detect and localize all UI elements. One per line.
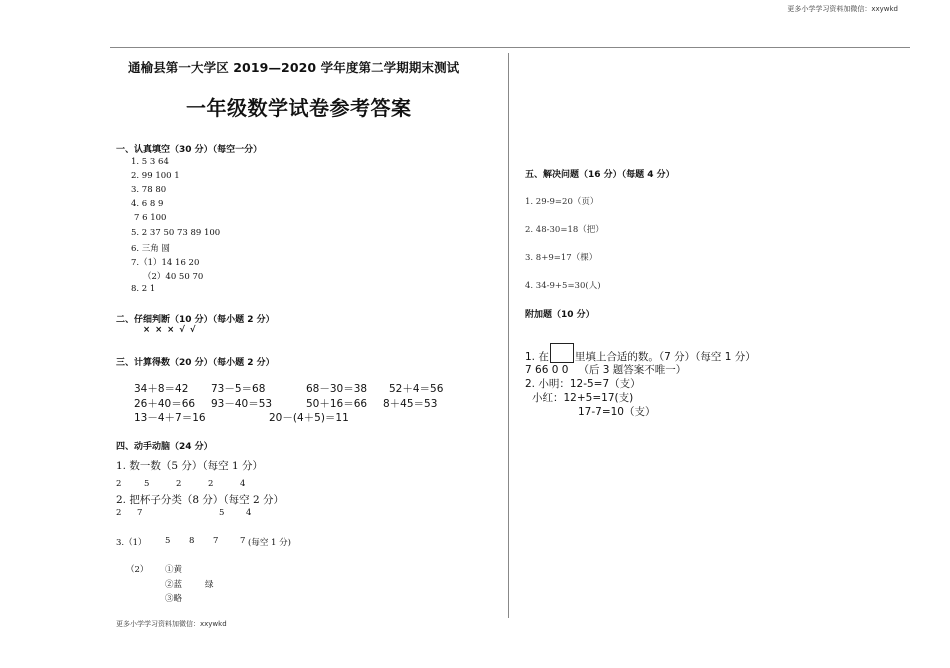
s1-line-6: 5. 2 37 50 73 89 100 [131,228,221,238]
calc-5: 26＋40＝66 [134,398,196,410]
q3-answer-3: 7 [213,536,219,546]
q1-answer-3: 2 [176,479,182,489]
s5-answer-2: 2. 48-30=18（把） [525,225,604,235]
extra-q1-answers: 7 66 0 0 [525,364,569,376]
q3-answer-1: 5 [165,536,171,546]
calc-4: 52＋4＝56 [389,383,444,395]
q1-answer-5: 4 [240,479,246,489]
s1-line-4: 4. 6 8 9 [131,199,164,209]
q1-answer-4: 2 [208,479,214,489]
calc-9: 13－4＋7＝16 [134,412,206,424]
q2-title: 2. 把杯子分类（8 分）（每空 2 分） [116,494,284,506]
section4-heading: 四、动手动脑（24 分） [116,442,213,452]
s1-line-2: 2. 99 100 1 [131,171,180,181]
q1-title: 1. 数一数（5 分）（每空 1 分） [116,460,263,472]
extra-q2-line1: 2. 小明：12-5=7（支） [525,378,641,390]
exam-title: 通榆县第一大学区 2019—2020 学年度第二学期期末测试 [128,60,460,75]
q3-2-label: （2） [126,565,149,575]
q3-2-item-2: ②蓝 [165,580,183,590]
q3-answer-4: 7 [240,536,246,546]
s5-answer-3: 3. 8+9=17（棵） [525,253,598,263]
s1-line-7: 6. 三角 圆 [131,244,171,254]
extra-q1-suffix: 里填上合适的数。（7 分）（每空 1 分） [574,351,756,363]
extra-q2-line2: 小红：12+5=17(支) [532,392,634,404]
extra-q1-prefix: 1. 在 [525,351,549,363]
section5-heading: 五、解决问题（16 分）（每题 4 分） [525,170,675,180]
calc-6: 93－40＝53 [211,398,273,410]
header-note: 更多小学学习资料加微信：xxywkd [787,5,898,13]
answer-key-title: 一年级数学试卷参考答案 [186,96,412,120]
q2-answer-3: 5 [219,508,225,518]
q3-2-item-3: 绿 [205,580,214,590]
section2-heading: 二、仔细判断（10 分）（每小题 2 分） [116,315,275,325]
s5-answer-4: 4. 34-9+5=30(人) [525,281,601,291]
q3-answer-2: 8 [189,536,195,546]
q2-answer-2: 7 [137,508,143,518]
q3-note: (每空 1 分) [248,538,291,548]
footer-note: 更多小学学习资料加微信：xxywkd [116,620,227,628]
s1-line-8: 7.（1）14 16 20 [131,258,200,268]
extra-q1 [525,343,756,364]
answer-box-shape [550,343,574,363]
s1-line-10: 8. 2 1 [131,284,156,294]
calc-8: 8＋45＝53 [383,398,438,410]
s5-answer-1: 1. 29-9=20（页） [525,197,599,207]
q3-label: 3.（1） [116,538,147,548]
s1-line-9: （2）40 50 70 [143,272,204,282]
s1-line-1: 1. 5 3 64 [131,157,169,167]
calc-7: 50＋16＝66 [306,398,368,410]
calc-3: 68－30＝38 [306,383,368,395]
extra-q1-note: （后 3 题答案不唯一） [578,364,687,376]
extra-q1-answers-line [525,362,686,377]
q1-answer-1: 2 [116,479,122,489]
judgement-marks: × × × √ √ [143,325,197,335]
q3-2-item-1: ①黄 [165,565,183,575]
s1-line-5: 7 6 100 [134,213,167,223]
q1-answer-2: 5 [144,479,150,489]
calc-10: 20－(4＋5)＝11 [269,412,349,424]
calc-1: 34＋8＝42 [134,383,189,395]
header-rule [110,47,910,48]
extra-heading: 附加题（10 分） [525,310,595,320]
s1-line-3: 3. 78 80 [131,185,167,195]
q3-2-item-4: ③略 [165,594,183,604]
q2-answer-1: 2 [116,508,122,518]
column-divider [508,53,509,618]
extra-q2-line3: 17-7=10（支） [578,406,656,418]
section1-heading: 一、认真填空（30 分）（每空一分） [116,145,263,155]
section3-heading: 三、计算得数（20 分）（每小题 2 分） [116,358,275,368]
q2-answer-4: 4 [246,508,252,518]
calc-2: 73－5＝68 [211,383,266,395]
